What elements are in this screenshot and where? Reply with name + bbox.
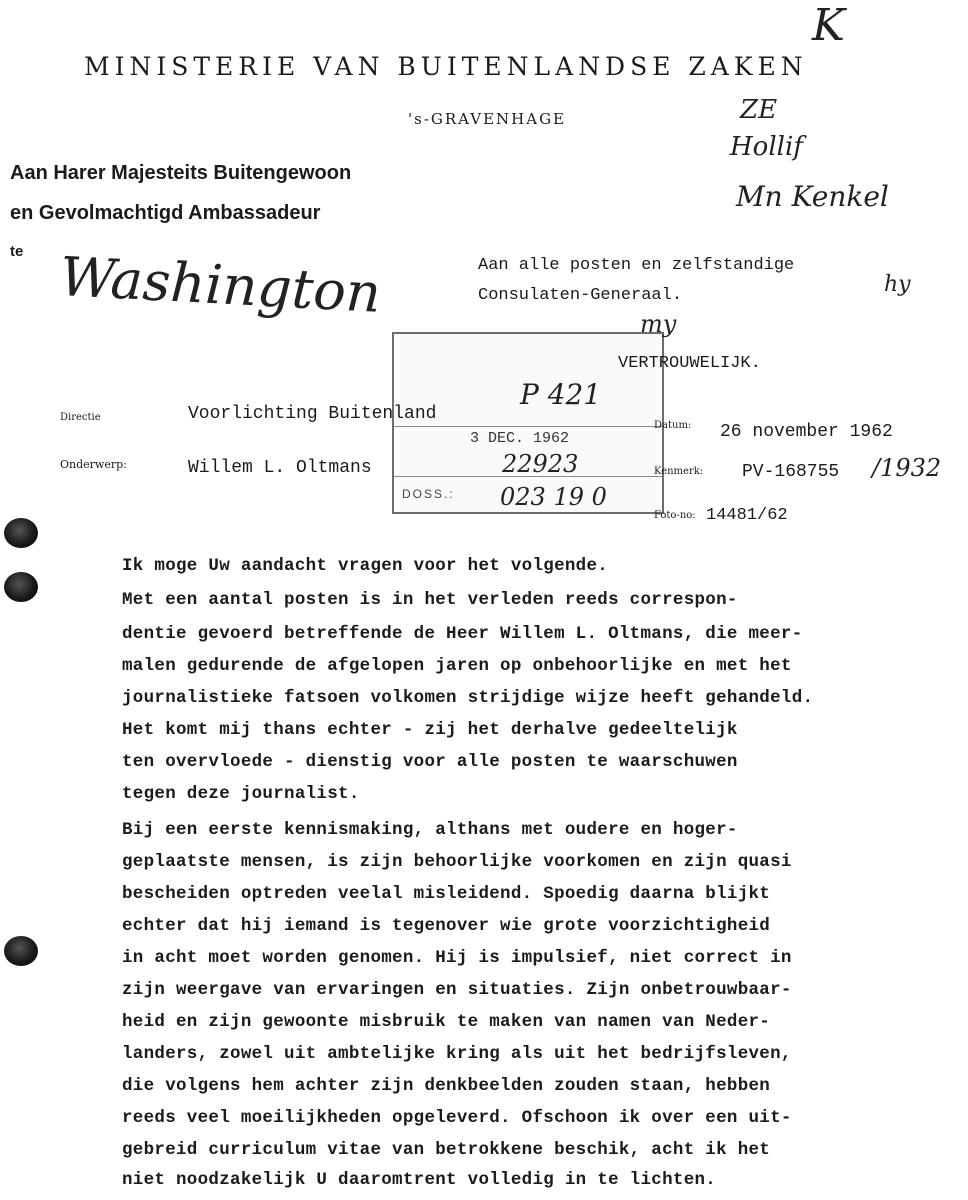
stamp-date: 3 DEC. 1962 (470, 430, 570, 447)
body-line: in acht moet worden genomen. Hij is impulsief, niet correct in (122, 948, 792, 968)
ministry-city: 's-GRAVENHAGE (408, 110, 567, 128)
body-line: Het komt mij thans echter - zij het derhalve gedeeltelijk (122, 720, 738, 740)
addressee-line: Aan Harer Majesteits Buitengewoon (10, 162, 352, 184)
body-line: reeds veel moeilijkheden opgeleverd. Ofschoon ik over een uit- (122, 1108, 792, 1128)
body-line: ten overvloede - dienstig voor alle posten te waarschuwen (122, 752, 738, 772)
punch-hole (4, 572, 38, 602)
addressee-line: en Gevolmachtigd Ambassadeur (10, 202, 321, 224)
handwritten-note: Hollif (730, 132, 803, 162)
punch-hole (4, 518, 38, 548)
ministry-title: MINISTERIE VAN BUITENLANDSE ZAKEN (84, 52, 808, 81)
kenmerk-handwritten: /1932 (872, 454, 942, 482)
body-line: Ik moge Uw aandacht vragen voor het volgende. (122, 556, 609, 576)
stamp-doss-value: 023 19 0 (500, 483, 607, 511)
fotokopie-value: 14481/62 (706, 506, 788, 525)
handwritten-note: ZE (740, 95, 778, 125)
body-line: niet noodzakelijk U daaromtrent volledig in te lichten. (122, 1170, 717, 1190)
body-line: die volgens hem achter zijn denkbeelden zouden staan, hebben (122, 1076, 771, 1096)
body-line: journalistieke fatsoen volkomen strijdige wijze heeft gehandeld. (122, 688, 814, 708)
fotokopie-label: Foto-no: (654, 510, 696, 521)
body-line: gebreid curriculum vitae van betrokkene beschik, acht ik het (122, 1140, 771, 1160)
handwritten-initial: K (812, 0, 845, 51)
body-line: malen gedurende de afgelopen jaren op onbehoorlijke en met het (122, 656, 792, 676)
body-line: Met een aantal posten is in het verleden reeds correspon- (122, 590, 738, 610)
handwritten-note: hy (884, 272, 911, 297)
datum-value: 26 november 1962 (720, 422, 893, 442)
body-line: Bij een eerste kennismaking, althans met oudere en hoger- (122, 820, 738, 840)
directie-label: Directie (60, 412, 101, 423)
body-line: tegen deze journalist. (122, 784, 360, 804)
datum-label: Datum: (654, 420, 692, 431)
onderwerp-label: Onderwerp: (60, 458, 127, 471)
directie-value: Voorlichting Buitenland (188, 404, 437, 424)
stamp-rule (394, 426, 662, 427)
classification: VERTROUWELIJK. (618, 354, 761, 373)
body-line: landers, zowel uit ambtelijke kring als uit het bedrijfsleven, (122, 1044, 792, 1064)
body-line: zijn weergave van ervaringen en situaties. Zijn onbetrouwbaar- (122, 980, 792, 1000)
handwritten-note: my (640, 310, 677, 338)
body-line: dentie gevoerd betreffende de Heer Willem L. Oltmans, die meer- (122, 624, 803, 644)
body-line: bescheiden optreden veelal misleidend. Spoedig daarna blijkt (122, 884, 771, 904)
handwritten-note: Mn Kenkel (736, 180, 889, 213)
body-line: heid en zijn gewoonte misbruik te maken van namen van Neder- (122, 1012, 771, 1032)
stamp-mark: P 421 (520, 378, 602, 411)
stamp-number: 22923 (502, 450, 579, 478)
stamp-doss-label: DOSS.: (402, 487, 455, 501)
onderwerp-value: Willem L. Oltmans (188, 458, 372, 478)
addressee-city-handwritten: Washington (58, 245, 383, 325)
body-line: echter dat hij iemand is tegenover wie grote voorzichtigheid (122, 916, 771, 936)
punch-hole (4, 936, 38, 966)
kenmerk-label: Kenmerk: (654, 466, 704, 477)
kenmerk-value: PV-168755 (742, 462, 840, 482)
recipients-line: Aan alle posten en zelfstandige (478, 256, 795, 275)
body-line: geplaatste mensen, is zijn behoorlijke voorkomen en zijn quasi (122, 852, 792, 872)
recipients-line: Consulaten-Generaal. (478, 286, 683, 305)
addressee-line: te (10, 243, 24, 260)
